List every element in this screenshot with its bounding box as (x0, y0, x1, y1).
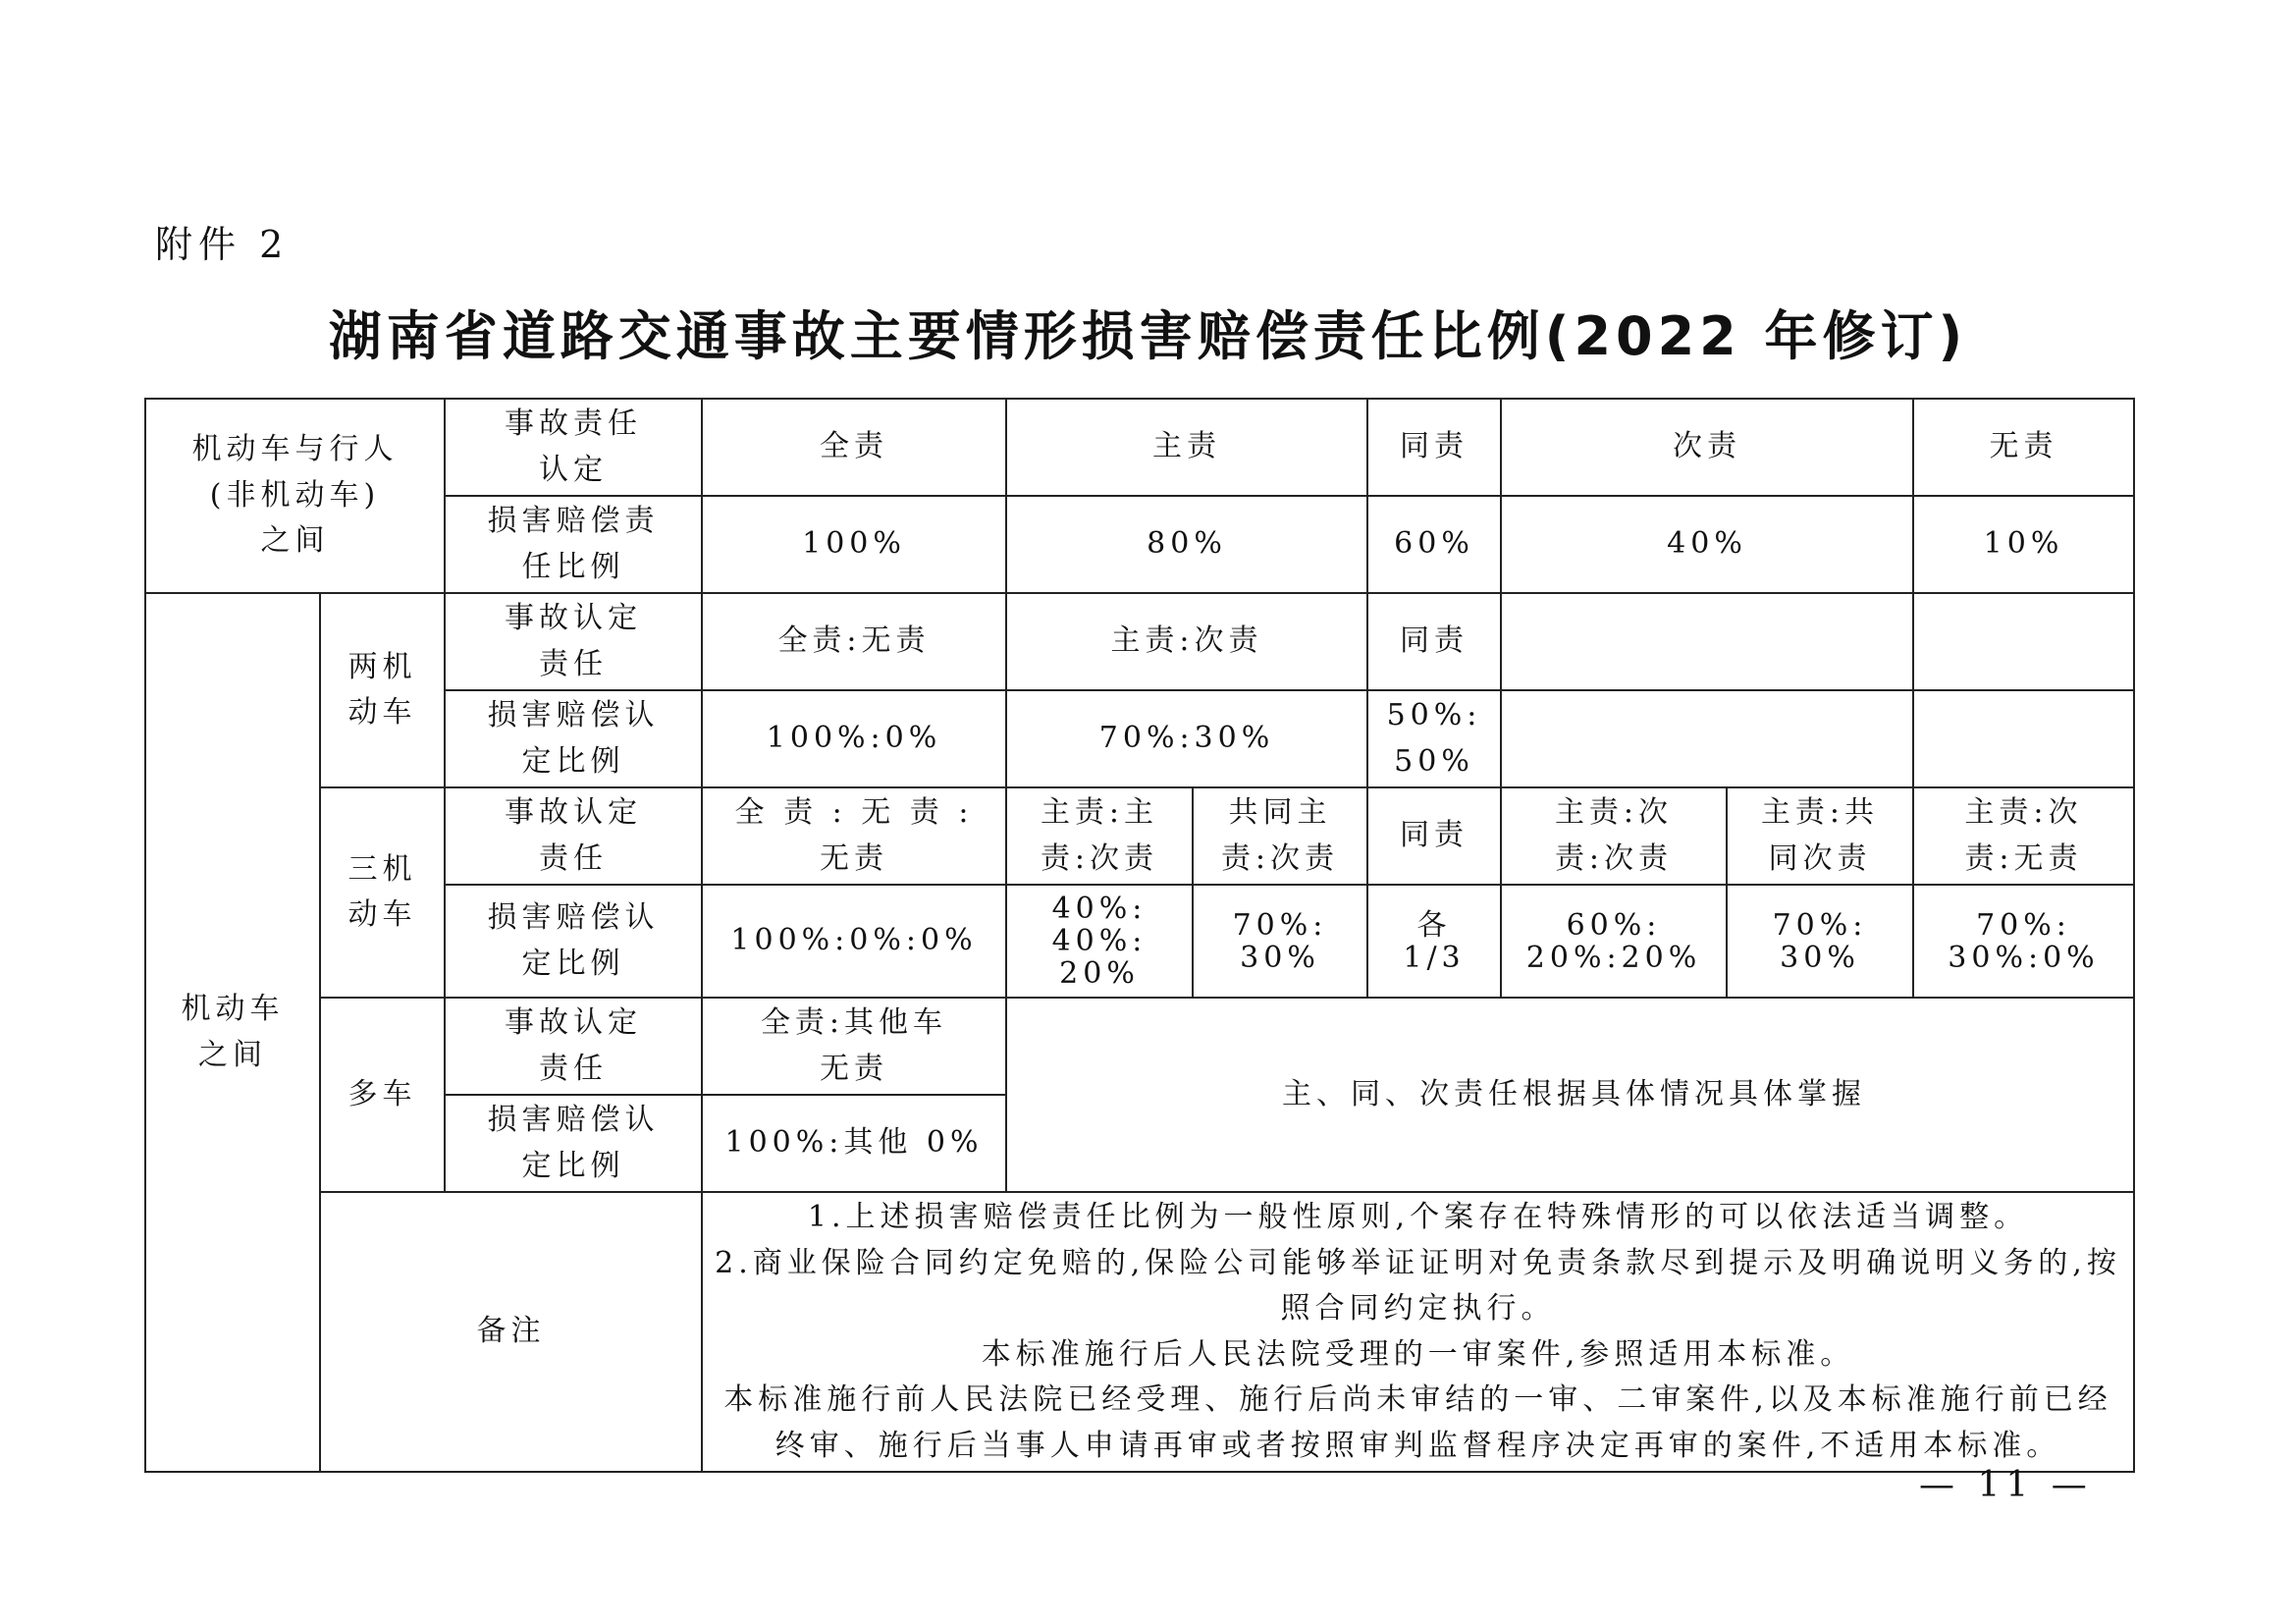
cell: 100%:0% (702, 690, 1006, 787)
cell: 无责 (1913, 399, 2134, 496)
table-row (145, 787, 2134, 885)
cell: 各 1/3 (1367, 885, 1501, 998)
cell: 60% (1367, 496, 1501, 593)
table-row (145, 593, 2134, 690)
cell: 50%: 50% (1367, 690, 1501, 787)
cell: 主责 (1006, 399, 1367, 496)
cell: 全责:无责 (702, 593, 1006, 690)
cell: 同责 (1367, 593, 1501, 690)
cell: 主责:次 责:无责 (1913, 787, 2134, 885)
row-label: 事故认定 责任 (445, 593, 702, 690)
table-row (145, 998, 2134, 1095)
cell: 全 责 : 无 责 : 无责 (702, 787, 1006, 885)
table-row (145, 399, 2134, 496)
cell: 100%:其他 0% (702, 1095, 1006, 1192)
cell-empty (1501, 593, 1913, 690)
vehicle-pedestrian-header: 机动车与行人 (非机动车) 之间 (145, 399, 445, 593)
page-number: — 11 — (1919, 1465, 2093, 1505)
row-label: 损害赔偿认 定比例 (445, 885, 702, 998)
three-vehicles-label: 三机 动车 (320, 787, 445, 998)
document-title: 湖南省道路交通事故主要情形损害赔偿责任比例(2022 年修订) (328, 305, 1968, 367)
row-label: 事故责任 认定 (445, 399, 702, 496)
table-row (145, 1192, 2134, 1472)
row-label: 损害赔偿认 定比例 (445, 1095, 702, 1192)
cell: 主责:共 同次责 (1727, 787, 1913, 885)
multi-vehicles-label: 多车 (320, 998, 445, 1192)
attachment-label: 附件 2 (155, 223, 290, 266)
row-label: 事故认定 责任 (445, 998, 702, 1095)
cell: 同责 (1367, 399, 1501, 496)
cell: 80% (1006, 496, 1367, 593)
between-vehicles-header: 机动车 之间 (145, 593, 320, 1472)
cell-empty (1913, 690, 2134, 787)
cell: 共同主 责:次责 (1193, 787, 1367, 885)
cell-empty (1501, 690, 1913, 787)
cell: 70%: 30% (1727, 885, 1913, 998)
cell: 40%: 40%: 20% (1006, 885, 1193, 998)
row-label: 损害赔偿认 定比例 (445, 690, 702, 787)
row-label: 损害赔偿责 任比例 (445, 496, 702, 593)
cell: 同责 (1367, 787, 1501, 885)
cell: 次责 (1501, 399, 1913, 496)
cell: 100% (702, 496, 1006, 593)
cell: 10% (1913, 496, 2134, 593)
cell-empty (1913, 593, 2134, 690)
cell: 100%:0%:0% (702, 885, 1006, 998)
remarks-label: 备注 (320, 1192, 702, 1472)
cell: 60%: 20%:20% (1501, 885, 1727, 998)
cell: 主责:次责 (1006, 593, 1367, 690)
remarks-content: 1.上述损害赔偿责任比例为一般性原则,个案存在特殊情形的可以依法适当调整。 2.商业保险合同约定免赔的,保险公司能够举证证明对免责条款尽到提示及明确说明义务的,按照合同约定执行。 本标准施行后人民法院受理的一审案件,参照适用本标准。 本标准施行前人民法院已经受理、施行后尚未审结的一审、二审案件,以及本标准施行前已经终审、施行后当事人申请再审或者按照审判监督程序决定再审的案件,不适用本标准。 (702, 1192, 2134, 1472)
cell: 70%: 30%:0% (1913, 885, 2134, 998)
cell: 全责:其他车 无责 (702, 998, 1006, 1095)
cell: 40% (1501, 496, 1913, 593)
two-vehicles-label: 两机 动车 (320, 593, 445, 787)
cell: 全责 (702, 399, 1006, 496)
cell: 70%: 30% (1193, 885, 1367, 998)
cell: 主责:次 责:次责 (1501, 787, 1727, 885)
multi-vehicle-note: 主、同、次责任根据具体情况具体掌握 (1006, 998, 2134, 1192)
cell: 主责:主 责:次责 (1006, 787, 1193, 885)
cell: 70%:30% (1006, 690, 1367, 787)
row-label: 事故认定 责任 (445, 787, 702, 885)
liability-ratio-table (144, 398, 2135, 1473)
